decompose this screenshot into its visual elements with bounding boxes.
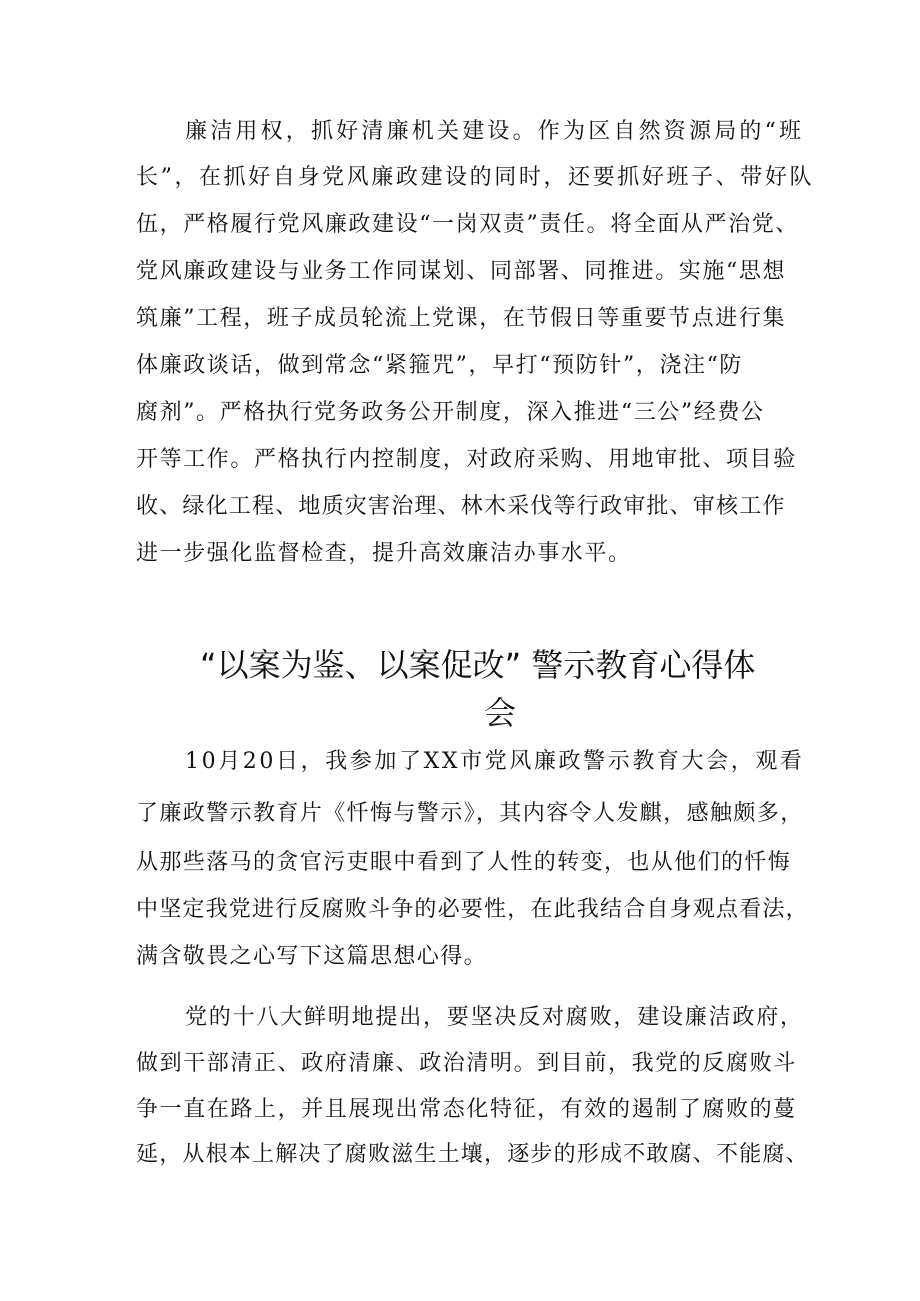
- text-line: 延，从根本上解决了腐败滋生土壤，逐步的形成不敢腐、不能腐、: [136, 1142, 809, 1167]
- text-line: 长”，在抓好自身党风廉政建设的同时，还要抓好班子、带好队: [136, 165, 815, 190]
- text-line: 10月20日，我参加了XX市党风廉政警示教育大会，观看: [185, 749, 805, 774]
- text-line: 筑廉”工程，班子成员轮流上党课，在节假日等重要节点进行集: [136, 306, 787, 331]
- text-line: 了廉政警示教育片《忏悔与警示》，其内容令人发麒，感触颇多，: [136, 801, 804, 826]
- text-line: 做到干部清正、政府清廉、政治清明。到目前，我党的反腐败斗: [136, 1051, 797, 1076]
- text-line: 体廉政谈话，做到常念“紧箍咒”，早打“预防针”，浇注“防: [136, 353, 744, 378]
- text-line: 从那些落马的贪官污吏眼中看到了人性的转变，也从他们的忏悔: [136, 850, 792, 875]
- text-line: 开等工作。严格执行内控制度，对政府采购、用地审批、项目验: [136, 447, 797, 472]
- text-line: 收、绿化工程、地质灾害治理、林木采伐等行政审批、审核工作: [136, 494, 786, 519]
- text-line: 廉洁用权，抓好清廉机关建设。作为区自然资源局的“班: [185, 119, 805, 144]
- text-line: 党风廉政建设与业务工作同谋划、同部署、同推进。实施“思想: [136, 259, 787, 284]
- text-line: 伍，严格履行党风廉政建设“一岗双责”责任。将全面从严治党、: [136, 212, 799, 237]
- text-line: 中坚定我党进行反腐败斗争的必要性，在此我结合自身观点看法，: [136, 897, 809, 922]
- text-line: 争一直在路上，并且展现出常态化特征，有效的遏制了腐败的蔓: [136, 1097, 797, 1122]
- title-line-1: “以案为鉴、以案促改” 警示教育心得体: [200, 646, 756, 684]
- title-line-2: 会: [484, 694, 517, 732]
- text-line: 满含敬畏之心写下这篇思想心得。: [136, 944, 488, 969]
- text-line: 腐剂”。严格执行党务政务公开制度，深入推进“三公”经费公: [136, 400, 765, 425]
- text-line: 党的十八大鲜明地提出，要坚决反对腐败，建设廉洁政府，: [185, 1005, 804, 1030]
- text-line: 进一步强化监督检查，提升高效廉洁办事水平。: [136, 541, 632, 566]
